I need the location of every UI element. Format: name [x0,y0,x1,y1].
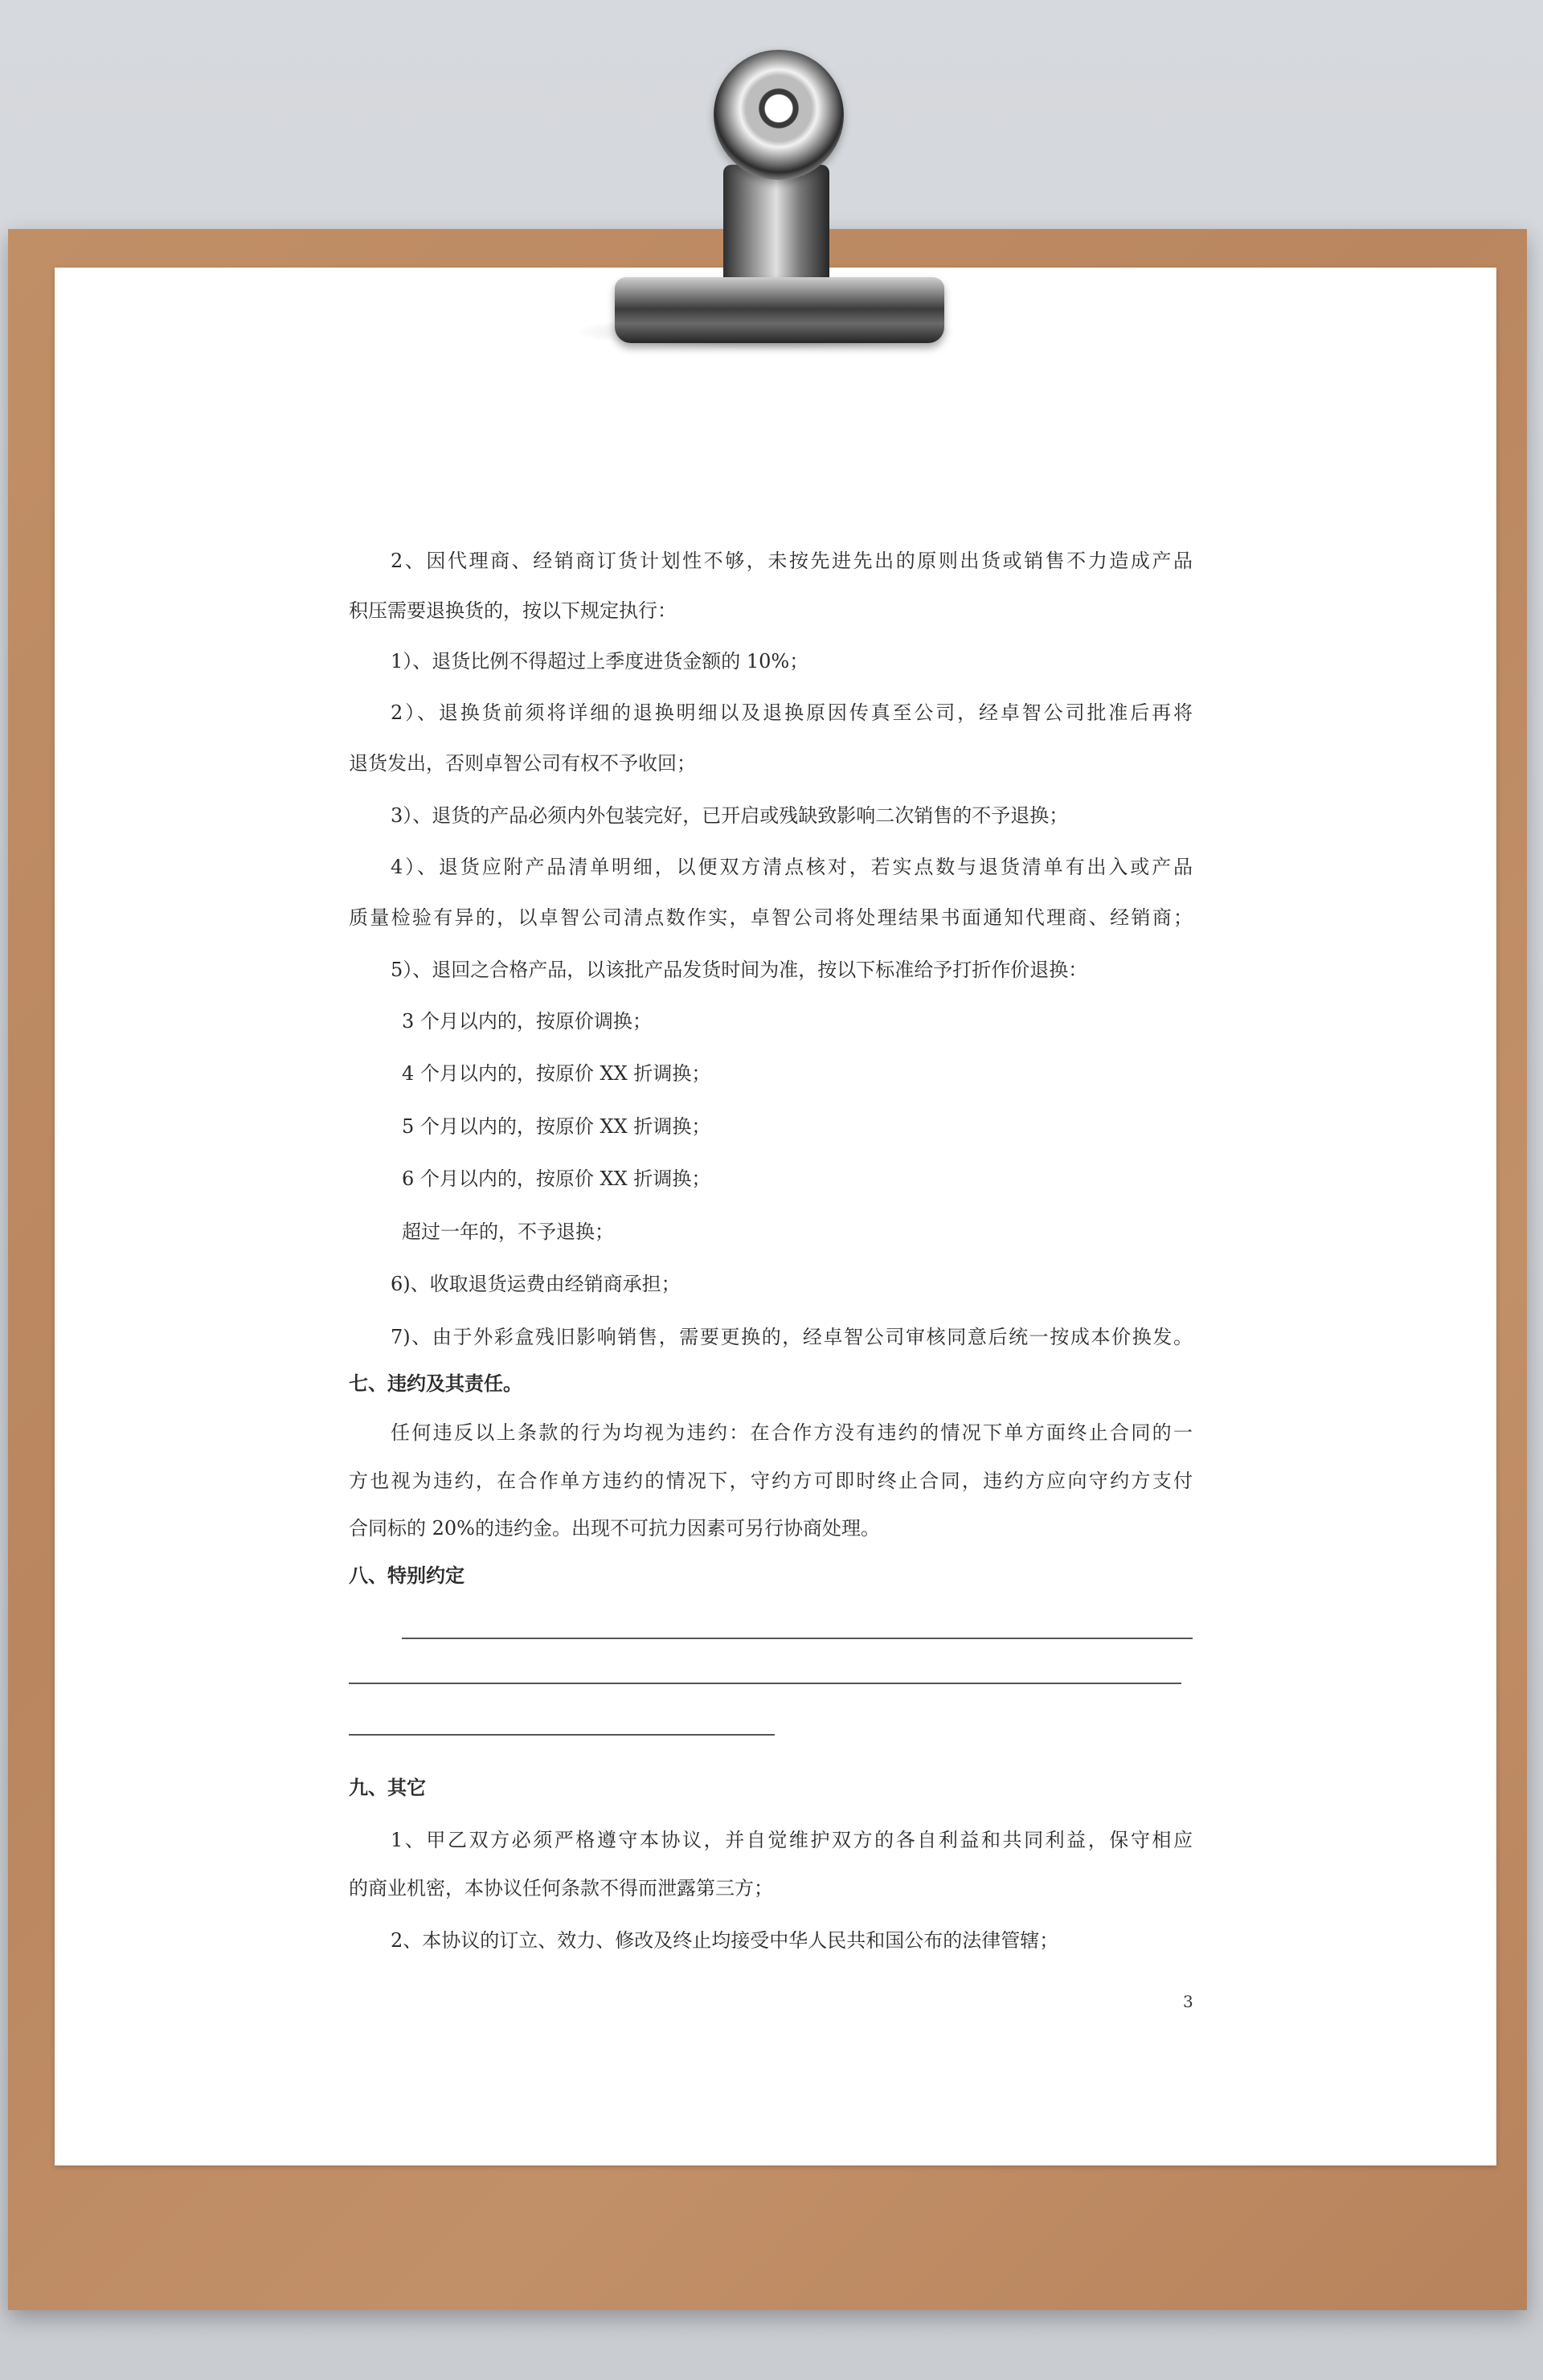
blank-fill-line [349,1683,1181,1684]
blank-fill-line [349,1734,775,1736]
list-item: 6)、收取退货运费由经销商承担； [391,1273,681,1295]
list-item: 3）、退货的产品必须内外包装完好，已开启或残缺致影响二次销售的不予退换； [391,804,1069,827]
blank-fill-line [402,1638,1193,1639]
list-item: 4 个月以内的，按原价 XX 折调换； [402,1062,711,1085]
list-item: 5 个月以内的，按原价 XX 折调换； [402,1115,711,1138]
paragraph-line: 方也视为违约，在合作单方违约的情况下，守约方可即时终止合同，违约方应向守约方支付 [349,1470,1193,1492]
paragraph-line: 1、甲乙双方必须严格遵守本协议，并自觉维护双方的各自利益和共同利益，保守相应 [391,1829,1193,1851]
section-heading: 八、特别约定 [349,1564,465,1587]
list-item: 2）、退换货前须将详细的退换明细以及退换原因传真至公司，经卓智公司批准后再将 [391,701,1193,724]
paragraph-line: 2、本协议的订立、效力、修改及终止均接受中华人民共和国公布的法律管辖； [391,1929,1059,1952]
paragraph-line: 2、因代理商、经销商订货计划性不够，未按先进先出的原则出货或销售不力造成产品 [391,550,1193,572]
paragraph-line: 的商业机密，本协议任何条款不得而泄露第三方； [349,1877,773,1900]
paragraph-line: 退货发出，否则卓智公司有权不予收回； [349,752,696,775]
binder-clip-icon [615,277,944,343]
paragraph-line: 积压需要退换货的，按以下规定执行： [349,599,677,622]
list-item: 4）、退货应附产品清单明细，以便双方清点核对，若实点数与退货清单有出入或产品 [391,856,1193,878]
paragraph-line: 任何违反以上条款的行为均视为违约：在合作方没有违约的情况下单方面终止合同的一 [391,1421,1193,1444]
list-item: 3 个月以内的，按原价调换； [402,1010,652,1033]
page-number: 3 [1183,1992,1193,2011]
list-item: 7)、由于外彩盒残旧影响销售，需要更换的，经卓智公司审核同意后统一按成本价换发。 [391,1326,1193,1348]
list-item: 超过一年的，不予退换； [402,1221,614,1243]
list-item: 1）、退货比例不得超过上季度进货金额的 10%； [391,650,809,673]
paragraph-line: 合同标的 20%的违约金。出现不可抗力因素可另行协商处理。 [349,1517,880,1540]
list-item: 6 个月以内的，按原价 XX 折调换； [402,1168,711,1190]
binder-clip-ring-icon [714,50,844,180]
list-item: 5）、退回之合格产品，以该批产品发货时间为准，按以下标准给予打折作价退换： [391,959,1088,981]
section-heading: 七、违约及其责任。 [349,1372,522,1395]
binder-clip-neck [723,165,829,285]
section-heading: 九、其它 [349,1777,426,1799]
paragraph-line: 质量检验有异的，以卓智公司清点数作实，卓智公司将处理结果书面通知代理商、经销商； [349,906,1193,929]
